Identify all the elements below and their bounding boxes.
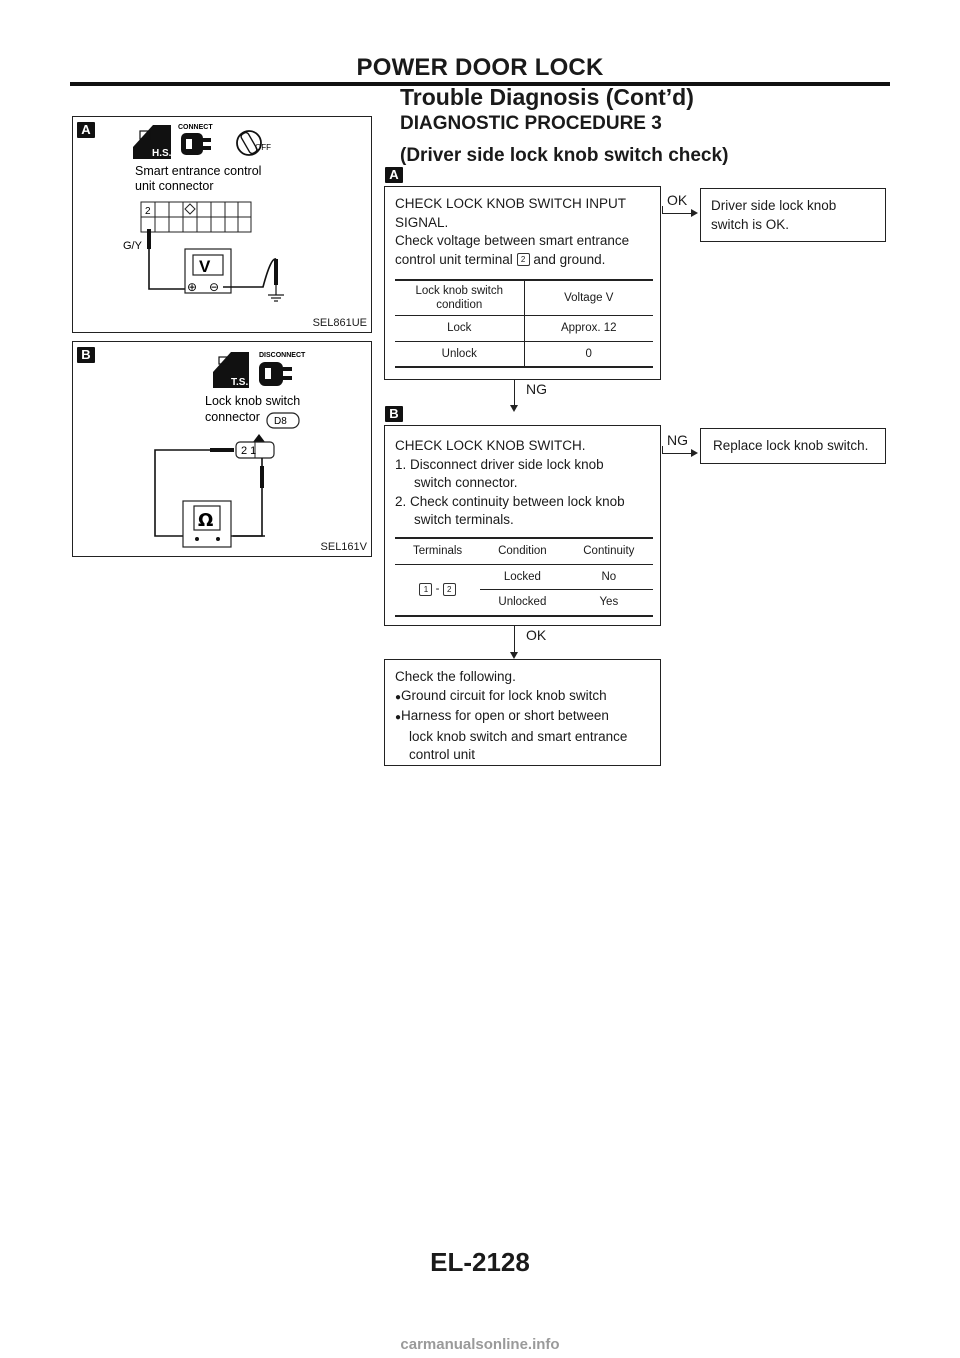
step-c-item: ●Ground circuit for lock knob switch xyxy=(395,687,607,703)
voltage-table-cell: Unlock xyxy=(395,341,524,367)
step-c-continuation-1: lock knob switch and smart entrance xyxy=(409,728,628,744)
connector-label-b1: Lock knob switch xyxy=(205,394,301,408)
procedure-title: DIAGNOSTIC PROCEDURE 3 xyxy=(400,113,662,134)
step-b-line-4: 2. Check continuity between lock knob xyxy=(395,493,625,509)
step-b-line-2: 1. Disconnect driver side lock knob xyxy=(395,456,604,472)
figure-a-code: SEL861UE xyxy=(312,317,367,329)
step-a-ok-label: OK xyxy=(667,192,688,208)
connector-line xyxy=(662,213,691,214)
result-ok-box xyxy=(700,188,886,242)
connector-line xyxy=(514,380,515,407)
bullet-icon: ● xyxy=(395,691,402,703)
step-b-box xyxy=(384,425,661,626)
connect-label: CONNECT xyxy=(178,124,213,131)
step-a-line-2: SIGNAL. xyxy=(395,214,449,230)
continuity-table-terminals: 1 - 2 xyxy=(395,564,480,616)
step-b-ok-label: OK xyxy=(526,627,547,643)
arrow-right-icon xyxy=(691,449,698,457)
voltage-table xyxy=(395,279,653,368)
continuity-table-header: Continuity xyxy=(583,545,635,557)
step-c-title: Check the following. xyxy=(395,669,516,684)
step-a-ng-label: NG xyxy=(526,381,547,397)
step-b-ng-label: NG xyxy=(667,432,688,448)
figure-a-panel xyxy=(72,116,372,333)
section-subtitle: Trouble Diagnosis (Cont’d) xyxy=(400,84,694,110)
wire-label: G/Y xyxy=(123,240,142,252)
connector-line xyxy=(662,453,691,454)
connector-label-b2: connector xyxy=(205,410,260,424)
page-number: EL-2128 xyxy=(430,1247,530,1277)
voltage-table-cell: Approx. 12 xyxy=(560,322,617,334)
result-ng-text: Replace lock knob switch. xyxy=(713,438,869,453)
arrow-right-icon xyxy=(691,209,698,217)
procedure-subtitle: (Driver side lock knob switch check) xyxy=(400,145,729,166)
step-a-badge: A xyxy=(385,167,403,183)
continuity-table-header: Terminals xyxy=(412,545,463,557)
section-title: POWER DOOR LOCK xyxy=(356,54,604,81)
ground-symbol-icon xyxy=(268,295,284,301)
result-ng-box xyxy=(700,428,886,464)
arrow-down-icon xyxy=(510,652,518,659)
hs-label: H.S. xyxy=(152,148,172,159)
pin-label: 2 xyxy=(145,206,151,217)
bullet-icon: ● xyxy=(395,712,402,723)
ohmmeter-symbol: Ω xyxy=(198,510,214,531)
continuity-table-cell: Unlocked xyxy=(498,596,547,608)
figure-b-code: SEL161V xyxy=(320,541,367,553)
voltage-table-header-voltage: Voltage V xyxy=(564,292,614,304)
disconnect-label: DISCONNECT xyxy=(259,352,306,359)
arrow-down-icon xyxy=(510,405,518,412)
figure-b-badge: B xyxy=(77,347,95,363)
terminal-2-symbol: 2 xyxy=(517,253,530,266)
connector-face xyxy=(141,202,251,232)
ts-label: T.S. xyxy=(231,377,249,388)
figure-a-diagram xyxy=(73,117,371,332)
figure-a-badge: A xyxy=(77,122,95,138)
figure-b-panel xyxy=(72,341,372,557)
voltage-table-cell: 0 xyxy=(585,347,592,360)
watermark: carmanualsonline.info xyxy=(400,1336,560,1353)
off-label: OFF xyxy=(255,143,271,152)
step-c-box xyxy=(384,659,661,766)
voltmeter-symbol: V xyxy=(199,257,211,276)
continuity-table-cell: Locked xyxy=(503,570,541,583)
plus-terminal: ⊕ xyxy=(187,280,198,294)
continuity-table-cell: Yes xyxy=(599,596,619,608)
step-a-line-1: CHECK LOCK KNOB SWITCH INPUT xyxy=(395,196,627,211)
connector-plug-icon xyxy=(181,133,211,155)
terminal-1-symbol: 1 xyxy=(419,583,432,596)
connector-plug-icon xyxy=(259,362,292,386)
step-a-line-3: Check voltage between smart entrance xyxy=(395,233,630,248)
step-b-line-5: switch terminals. xyxy=(414,512,514,527)
connector-id: D8 xyxy=(274,416,287,427)
step-b-line-3: switch connector. xyxy=(414,475,518,490)
connector-label-a2: unit connector xyxy=(135,179,214,193)
voltage-table-cell: Lock xyxy=(395,316,524,342)
step-c-item: ●Harness for open or short between xyxy=(395,708,609,723)
figure-b-diagram xyxy=(73,342,371,556)
terminal-2-symbol: 2 xyxy=(443,583,456,596)
continuity-table-cell: No xyxy=(601,570,617,583)
connector-label-a1: Smart entrance control xyxy=(135,164,262,178)
connector-line xyxy=(514,626,515,653)
step-a-line-4: control unit terminal 2 and ground. xyxy=(395,251,606,267)
continuity-table-header: Condition xyxy=(498,545,547,557)
step-a-box xyxy=(384,186,661,380)
minus-terminal: ⊖ xyxy=(209,280,220,294)
pins-label: 2 1 xyxy=(241,445,257,457)
continuity-table xyxy=(395,537,653,617)
voltage-table-header-condition: Lock knob switch condition xyxy=(395,280,524,316)
result-ok-text: Driver side lock knob switch is OK. xyxy=(711,198,837,232)
step-b-badge: B xyxy=(385,406,403,422)
step-c-continuation-2: control unit xyxy=(409,747,476,762)
step-b-line-1: CHECK LOCK KNOB SWITCH. xyxy=(395,438,586,453)
